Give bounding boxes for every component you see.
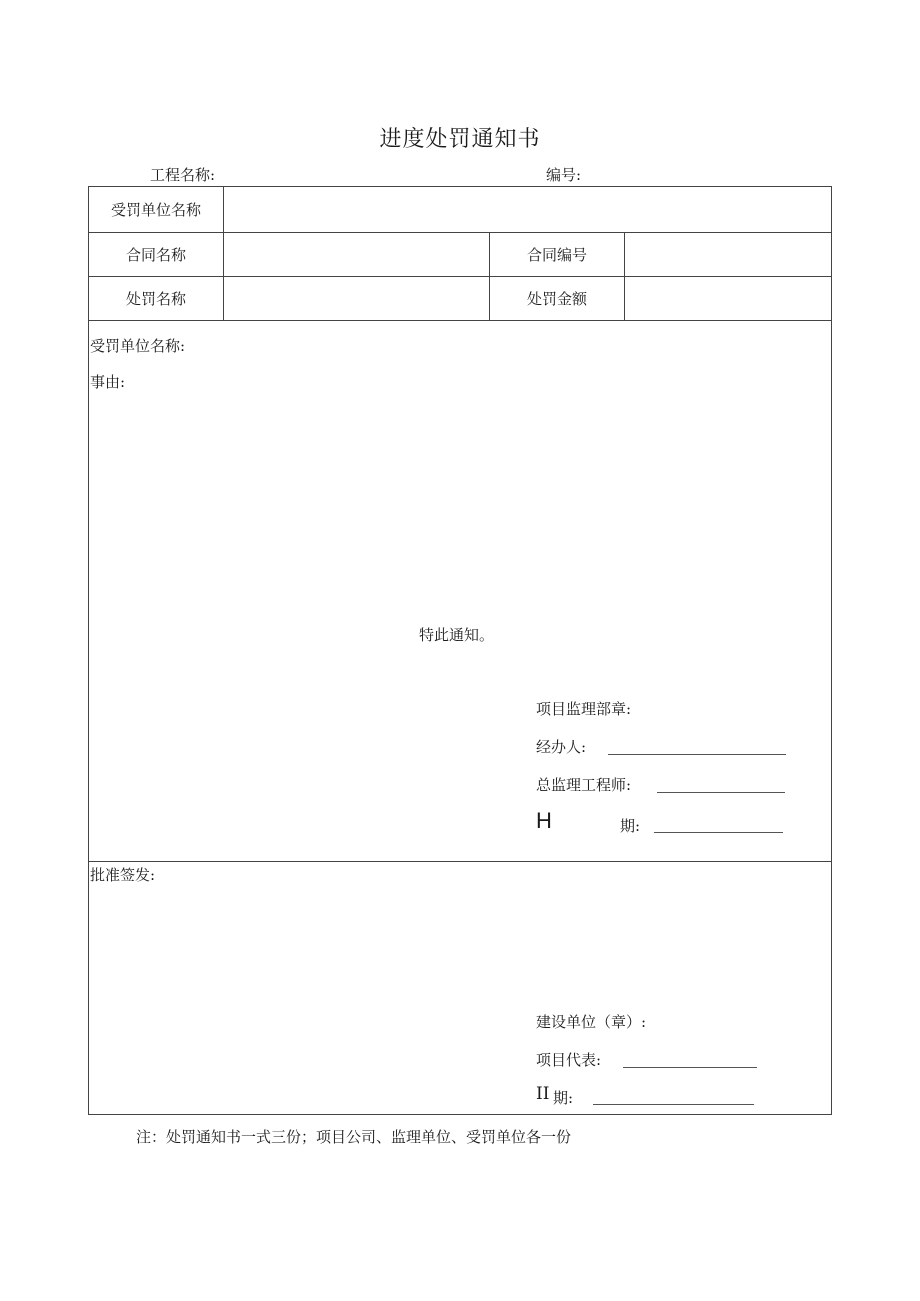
- rep-field[interactable]: [623, 1049, 757, 1068]
- handler-field[interactable]: [608, 736, 786, 755]
- row-divider: [89, 861, 831, 862]
- penalized-unit-label: 受罚单位名称: [110, 201, 201, 219]
- chief-engineer-field[interactable]: [657, 774, 785, 793]
- chief-engineer-label: 总监理工程师:: [536, 776, 632, 794]
- handler-row: [536, 736, 586, 757]
- row-divider: [89, 320, 831, 321]
- handler-label: 经办人:: [536, 738, 587, 756]
- date-char-1: H: [536, 808, 552, 833]
- rep-label: 项目代表:: [536, 1051, 602, 1069]
- contract-no-label: 合同编号: [526, 246, 587, 264]
- document-title: 进度处罚通知书: [379, 127, 541, 152]
- penalty-name-label: 处罚名称: [125, 290, 186, 308]
- penalized-unit-value[interactable]: [224, 187, 831, 232]
- penalized-unit-line: 受罚单位名称:: [90, 337, 186, 355]
- contract-name-label: 合同名称: [125, 246, 186, 264]
- reason-label: 事由:: [90, 373, 126, 391]
- approval-date-field[interactable]: [593, 1086, 754, 1105]
- number-label: 编号:: [546, 166, 582, 184]
- date-field[interactable]: [654, 814, 783, 833]
- penalty-name-value[interactable]: [224, 277, 489, 320]
- owner-seal-label: 建设单位（章）:: [536, 1013, 647, 1031]
- dept-seal-label: 项目监理部章:: [536, 700, 632, 718]
- project-name-label: 工程名称:: [150, 166, 216, 184]
- penalty-amount-value[interactable]: [625, 277, 831, 320]
- contract-name-value[interactable]: [224, 233, 489, 276]
- approval-label: 批准签发:: [90, 866, 156, 884]
- notice-form: [88, 186, 832, 1115]
- approval-date-char-1: II: [536, 1084, 550, 1104]
- notice-text: 特此通知。: [419, 626, 495, 644]
- approval-date-char-2: 期:: [553, 1089, 574, 1107]
- date-char-2: 期:: [620, 817, 641, 835]
- penalty-amount-label: 处罚金额: [526, 290, 587, 308]
- footnote: 注：处罚通知书一式三份；项目公司、监理单位、受罚单位各一份: [136, 1128, 572, 1146]
- contract-no-value[interactable]: [625, 233, 831, 276]
